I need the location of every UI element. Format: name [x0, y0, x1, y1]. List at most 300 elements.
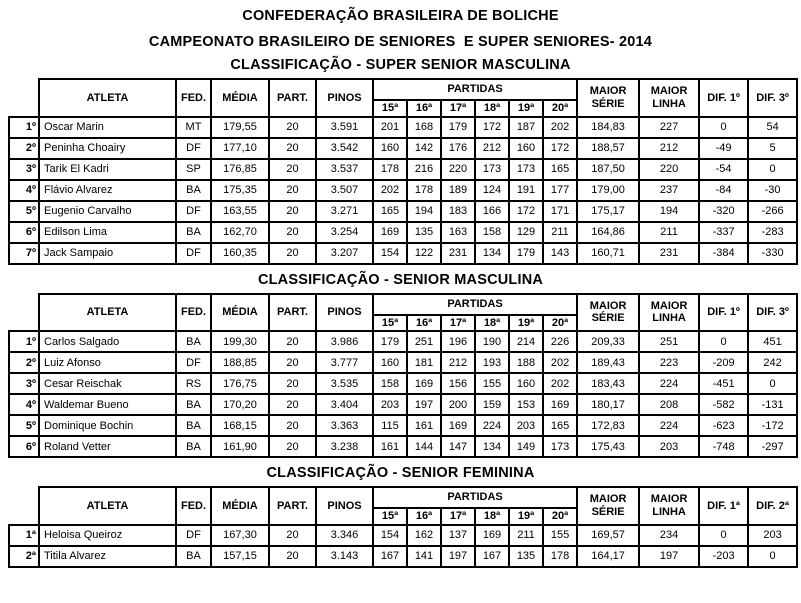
game-15-cell: 179 [373, 331, 407, 352]
dif-first-cell: -209 [699, 352, 748, 373]
game-16-cell: 169 [407, 373, 441, 394]
federation-cell: BA [176, 415, 211, 436]
table-row [9, 352, 797, 373]
average-cell: 170,20 [211, 394, 269, 415]
game-17-cell: 183 [441, 201, 475, 222]
game-19-cell: 153 [509, 394, 543, 415]
game-15-cell: 154 [373, 525, 407, 546]
game-18-cell: 124 [475, 180, 509, 201]
dif-first-cell: -337 [699, 222, 748, 243]
best-series-cell: 188,57 [577, 138, 639, 159]
athlete-name-cell: Luiz Afonso [39, 352, 176, 373]
table-row [9, 201, 797, 222]
game-17-cell: 200 [441, 394, 475, 415]
rank-cell: 5º [9, 415, 39, 436]
game-18-cell: 173 [475, 159, 509, 180]
col-header-game-15: 15ª [373, 315, 407, 332]
col-header-part: PART. [269, 487, 316, 525]
participations-cell: 20 [269, 373, 316, 394]
col-header-atleta: ATLETA [39, 294, 176, 332]
game-20-cell: 178 [543, 546, 577, 567]
rank-cell: 3º [9, 373, 39, 394]
participations-cell: 20 [269, 117, 316, 138]
game-19-cell: 135 [509, 546, 543, 567]
average-cell: 167,30 [211, 525, 269, 546]
col-header-atleta: ATLETA [39, 79, 176, 117]
game-19-cell: 149 [509, 436, 543, 457]
table-row [9, 373, 797, 394]
table-row [9, 546, 797, 567]
col-header-part: PART. [269, 79, 316, 117]
athlete-name-cell: Tarik El Kadri [39, 159, 176, 180]
dif-first-cell: 0 [699, 331, 748, 352]
game-16-cell: 135 [407, 222, 441, 243]
game-16-cell: 142 [407, 138, 441, 159]
game-19-cell: 187 [509, 117, 543, 138]
dif-first-cell: -623 [699, 415, 748, 436]
best-series-cell: 175,43 [577, 436, 639, 457]
best-line-cell: 251 [639, 331, 699, 352]
game-17-cell: 197 [441, 546, 475, 567]
dif-last-cell: 54 [748, 117, 797, 138]
org-title: CONFEDERAÇÃO BRASILEIRA DE BOLICHE [242, 8, 559, 24]
game-19-cell: 191 [509, 180, 543, 201]
col-header-game-16: 16ª [407, 100, 441, 117]
pins-cell: 3.363 [316, 415, 373, 436]
event-title: CAMPEONATO BRASILEIRO DE SENIORES E SUPER SENIORES- 2014 [148, 34, 653, 50]
game-16-cell: 194 [407, 201, 441, 222]
game-17-cell: 137 [441, 525, 475, 546]
federation-cell: BA [176, 180, 211, 201]
game-16-cell: 178 [407, 180, 441, 201]
best-line-cell: 231 [639, 243, 699, 264]
best-series-cell: 175,17 [577, 201, 639, 222]
rank-cell: 7º [9, 243, 39, 264]
game-15-cell: 161 [373, 436, 407, 457]
average-cell: 175,35 [211, 180, 269, 201]
game-18-cell: 167 [475, 546, 509, 567]
pins-cell: 3.143 [316, 546, 373, 567]
game-18-cell: 166 [475, 201, 509, 222]
col-header-game-17: 17ª [441, 315, 475, 332]
col-header-fed: FED. [176, 79, 211, 117]
game-20-cell: 226 [543, 331, 577, 352]
section-title-senior-feminina: CLASSIFICAÇÃO - SENIOR FEMININA [266, 465, 535, 482]
best-series-cell: 164,86 [577, 222, 639, 243]
participations-cell: 20 [269, 415, 316, 436]
rank-cell: 6º [9, 222, 39, 243]
game-19-cell: 129 [509, 222, 543, 243]
best-series-cell: 164,17 [577, 546, 639, 567]
federation-cell: BA [176, 394, 211, 415]
game-20-cell: 165 [543, 159, 577, 180]
athlete-name-cell: Waldemar Bueno [39, 394, 176, 415]
table-senior-feminina [8, 486, 798, 568]
best-series-cell: 183,43 [577, 373, 639, 394]
rank-cell: 1º [9, 331, 39, 352]
game-17-cell: 156 [441, 373, 475, 394]
game-17-cell: 189 [441, 180, 475, 201]
game-15-cell: 169 [373, 222, 407, 243]
game-20-cell: 172 [543, 138, 577, 159]
dif-last-cell: -266 [748, 201, 797, 222]
pins-cell: 3.207 [316, 243, 373, 264]
game-17-cell: 176 [441, 138, 475, 159]
game-17-cell: 147 [441, 436, 475, 457]
game-18-cell: 212 [475, 138, 509, 159]
game-17-cell: 212 [441, 352, 475, 373]
federation-cell: MT [176, 117, 211, 138]
athlete-name-cell: Roland Vetter [39, 436, 176, 457]
best-series-cell: 184,83 [577, 117, 639, 138]
rank-column-spacer [9, 79, 39, 117]
average-cell: 161,90 [211, 436, 269, 457]
col-header-game-20: 20ª [543, 315, 577, 332]
dif-last-cell: -172 [748, 415, 797, 436]
average-cell: 160,35 [211, 243, 269, 264]
best-line-cell: 224 [639, 415, 699, 436]
pins-cell: 3.271 [316, 201, 373, 222]
col-header-dif-3: DIF. 3º [748, 294, 797, 332]
col-header-game-17: 17ª [441, 508, 475, 525]
rank-cell: 6º [9, 436, 39, 457]
participations-cell: 20 [269, 546, 316, 567]
section-title-senior-masculina: CLASSIFICAÇÃO - SENIOR MASCULINA [257, 271, 544, 288]
game-19-cell: 214 [509, 331, 543, 352]
average-cell: 168,15 [211, 415, 269, 436]
col-header-pinos: PINOS [316, 294, 373, 332]
game-15-cell: 160 [373, 138, 407, 159]
rank-column-spacer [9, 294, 39, 332]
dif-first-cell: -49 [699, 138, 748, 159]
rank-cell: 5º [9, 201, 39, 222]
col-header-media: MÉDIA [211, 487, 269, 525]
game-20-cell: 173 [543, 436, 577, 457]
dif-last-cell: -297 [748, 436, 797, 457]
participations-cell: 20 [269, 243, 316, 264]
game-20-cell: 202 [543, 373, 577, 394]
table-row [9, 415, 797, 436]
game-18-cell: 158 [475, 222, 509, 243]
col-header-game-20: 20ª [543, 508, 577, 525]
best-series-cell: 180,17 [577, 394, 639, 415]
col-header-game-19: 19ª [509, 508, 543, 525]
game-16-cell: 144 [407, 436, 441, 457]
dif-first-cell: 0 [699, 525, 748, 546]
game-16-cell: 141 [407, 546, 441, 567]
average-cell: 176,85 [211, 159, 269, 180]
col-header-maior-linha: MAIOR LINHA [639, 294, 699, 332]
dif-first-cell: -203 [699, 546, 748, 567]
game-16-cell: 216 [407, 159, 441, 180]
col-header-maior-linha: MAIOR LINHA [639, 79, 699, 117]
col-header-part: PART. [269, 294, 316, 332]
athlete-name-cell: Cesar Reischak [39, 373, 176, 394]
federation-cell: BA [176, 331, 211, 352]
section-title-super-senior-masculina: CLASSIFICAÇÃO - SUPER SENIOR MASCULINA [230, 57, 571, 73]
table-row [9, 138, 797, 159]
game-20-cell: 177 [543, 180, 577, 201]
col-header-game-19: 19ª [509, 315, 543, 332]
game-16-cell: 168 [407, 117, 441, 138]
game-15-cell: 202 [373, 180, 407, 201]
participations-cell: 20 [269, 201, 316, 222]
dif-last-cell: 0 [748, 373, 797, 394]
pins-cell: 3.986 [316, 331, 373, 352]
col-header-partidas: PARTIDAS [373, 487, 577, 508]
best-line-cell: 224 [639, 373, 699, 394]
average-cell: 157,15 [211, 546, 269, 567]
best-line-cell: 237 [639, 180, 699, 201]
dif-first-cell: -582 [699, 394, 748, 415]
federation-cell: RS [176, 373, 211, 394]
game-20-cell: 171 [543, 201, 577, 222]
federation-cell: BA [176, 436, 211, 457]
average-cell: 176,75 [211, 373, 269, 394]
participations-cell: 20 [269, 222, 316, 243]
participations-cell: 20 [269, 159, 316, 180]
dif-last-cell: -283 [748, 222, 797, 243]
athlete-name-cell: Peninha Choairy [39, 138, 176, 159]
pins-cell: 3.591 [316, 117, 373, 138]
game-18-cell: 159 [475, 394, 509, 415]
dif-last-cell: 451 [748, 331, 797, 352]
game-18-cell: 224 [475, 415, 509, 436]
dif-first-cell: -84 [699, 180, 748, 201]
col-header-dif-1: DIF. 1º [699, 294, 748, 332]
best-line-cell: 234 [639, 525, 699, 546]
best-series-cell: 187,50 [577, 159, 639, 180]
col-header-game-15: 15ª [373, 100, 407, 117]
col-header-fed: FED. [176, 487, 211, 525]
rank-cell: 2ª [9, 546, 39, 567]
best-line-cell: 194 [639, 201, 699, 222]
col-header-game-18: 18ª [475, 315, 509, 332]
participations-cell: 20 [269, 331, 316, 352]
col-header-maior-serie: MAIOR SÉRIE [577, 79, 639, 117]
federation-cell: DF [176, 201, 211, 222]
col-header-maior-serie: MAIOR SÉRIE [577, 294, 639, 332]
federation-cell: BA [176, 546, 211, 567]
game-15-cell: 115 [373, 415, 407, 436]
col-header-partidas: PARTIDAS [373, 294, 577, 315]
participations-cell: 20 [269, 138, 316, 159]
col-header-game-18: 18ª [475, 508, 509, 525]
federation-cell: SP [176, 159, 211, 180]
participations-cell: 20 [269, 352, 316, 373]
game-20-cell: 202 [543, 117, 577, 138]
dif-last-cell: -131 [748, 394, 797, 415]
game-15-cell: 165 [373, 201, 407, 222]
best-series-cell: 189,43 [577, 352, 639, 373]
athlete-name-cell: Dominique Bochin [39, 415, 176, 436]
col-header-game-18: 18ª [475, 100, 509, 117]
col-header-dif-1: DIF. 1ª [699, 487, 748, 525]
game-16-cell: 181 [407, 352, 441, 373]
dif-first-cell: -748 [699, 436, 748, 457]
col-header-partidas: PARTIDAS [373, 79, 577, 100]
col-header-maior-serie: MAIOR SÉRIE [577, 487, 639, 525]
table-super-senior-masculina [8, 78, 798, 265]
pins-cell: 3.507 [316, 180, 373, 201]
athlete-name-cell: Jack Sampaio [39, 243, 176, 264]
athlete-name-cell: Heloisa Queiroz [39, 525, 176, 546]
game-17-cell: 179 [441, 117, 475, 138]
col-header-media: MÉDIA [211, 294, 269, 332]
federation-cell: BA [176, 222, 211, 243]
game-16-cell: 251 [407, 331, 441, 352]
table-senior-masculina [8, 293, 798, 459]
participations-cell: 20 [269, 180, 316, 201]
pins-cell: 3.537 [316, 159, 373, 180]
game-19-cell: 188 [509, 352, 543, 373]
game-15-cell: 154 [373, 243, 407, 264]
game-16-cell: 197 [407, 394, 441, 415]
table-row [9, 159, 797, 180]
game-20-cell: 202 [543, 352, 577, 373]
pins-cell: 3.404 [316, 394, 373, 415]
participations-cell: 20 [269, 525, 316, 546]
federation-cell: DF [176, 352, 211, 373]
rank-cell: 4º [9, 180, 39, 201]
average-cell: 179,55 [211, 117, 269, 138]
game-20-cell: 169 [543, 394, 577, 415]
best-line-cell: 208 [639, 394, 699, 415]
participations-cell: 20 [269, 436, 316, 457]
game-20-cell: 155 [543, 525, 577, 546]
table-row [9, 180, 797, 201]
col-header-atleta: ATLETA [39, 487, 176, 525]
game-15-cell: 201 [373, 117, 407, 138]
dif-last-cell: -30 [748, 180, 797, 201]
best-series-cell: 209,33 [577, 331, 639, 352]
game-15-cell: 160 [373, 352, 407, 373]
dif-first-cell: -384 [699, 243, 748, 264]
col-header-game-20: 20ª [543, 100, 577, 117]
athlete-name-cell: Carlos Salgado [39, 331, 176, 352]
athlete-name-cell: Eugenio Carvalho [39, 201, 176, 222]
athlete-name-cell: Edilson Lima [39, 222, 176, 243]
best-line-cell: 223 [639, 352, 699, 373]
dif-last-cell: 203 [748, 525, 797, 546]
athlete-name-cell: Oscar Marin [39, 117, 176, 138]
game-16-cell: 122 [407, 243, 441, 264]
best-line-cell: 197 [639, 546, 699, 567]
col-header-maior-linha: MAIOR LINHA [639, 487, 699, 525]
pins-cell: 3.254 [316, 222, 373, 243]
game-15-cell: 203 [373, 394, 407, 415]
rank-column-spacer [9, 487, 39, 525]
game-19-cell: 172 [509, 201, 543, 222]
best-series-cell: 172,83 [577, 415, 639, 436]
game-19-cell: 211 [509, 525, 543, 546]
dif-first-cell: 0 [699, 117, 748, 138]
rank-cell: 3º [9, 159, 39, 180]
col-header-game-16: 16ª [407, 315, 441, 332]
average-cell: 162,70 [211, 222, 269, 243]
table-row [9, 243, 797, 264]
rank-cell: 2º [9, 352, 39, 373]
participations-cell: 20 [269, 394, 316, 415]
pins-cell: 3.535 [316, 373, 373, 394]
dif-first-cell: -54 [699, 159, 748, 180]
athlete-name-cell: Titila Alvarez [39, 546, 176, 567]
col-header-dif-2: DIF. 2ª [748, 487, 797, 525]
dif-first-cell: -451 [699, 373, 748, 394]
federation-cell: DF [176, 525, 211, 546]
federation-cell: DF [176, 243, 211, 264]
rank-cell: 1ª [9, 525, 39, 546]
game-19-cell: 173 [509, 159, 543, 180]
game-15-cell: 158 [373, 373, 407, 394]
average-cell: 199,30 [211, 331, 269, 352]
game-16-cell: 162 [407, 525, 441, 546]
col-header-media: MÉDIA [211, 79, 269, 117]
dif-last-cell: -330 [748, 243, 797, 264]
pins-cell: 3.777 [316, 352, 373, 373]
game-16-cell: 161 [407, 415, 441, 436]
game-18-cell: 193 [475, 352, 509, 373]
game-18-cell: 134 [475, 243, 509, 264]
col-header-dif-1: DIF. 1º [699, 79, 748, 117]
col-header-game-16: 16ª [407, 508, 441, 525]
col-header-pinos: PINOS [316, 79, 373, 117]
best-series-cell: 160,71 [577, 243, 639, 264]
game-19-cell: 179 [509, 243, 543, 264]
game-17-cell: 231 [441, 243, 475, 264]
game-17-cell: 169 [441, 415, 475, 436]
table-row [9, 525, 797, 546]
col-header-game-19: 19ª [509, 100, 543, 117]
col-header-fed: FED. [176, 294, 211, 332]
game-20-cell: 165 [543, 415, 577, 436]
col-header-game-17: 17ª [441, 100, 475, 117]
table-row [9, 436, 797, 457]
dif-last-cell: 5 [748, 138, 797, 159]
game-19-cell: 160 [509, 373, 543, 394]
game-20-cell: 211 [543, 222, 577, 243]
game-18-cell: 190 [475, 331, 509, 352]
average-cell: 188,85 [211, 352, 269, 373]
game-15-cell: 178 [373, 159, 407, 180]
game-18-cell: 155 [475, 373, 509, 394]
game-18-cell: 134 [475, 436, 509, 457]
col-header-game-15: 15ª [373, 508, 407, 525]
athlete-name-cell: Flávio Alvarez [39, 180, 176, 201]
best-line-cell: 203 [639, 436, 699, 457]
federation-cell: DF [176, 138, 211, 159]
best-line-cell: 211 [639, 222, 699, 243]
pins-cell: 3.238 [316, 436, 373, 457]
game-17-cell: 163 [441, 222, 475, 243]
rank-cell: 2º [9, 138, 39, 159]
table-row [9, 117, 797, 138]
col-header-dif-3: DIF. 3º [748, 79, 797, 117]
best-line-cell: 220 [639, 159, 699, 180]
table-row [9, 331, 797, 352]
best-line-cell: 212 [639, 138, 699, 159]
game-19-cell: 203 [509, 415, 543, 436]
average-cell: 177,10 [211, 138, 269, 159]
dif-last-cell: 0 [748, 159, 797, 180]
average-cell: 163,55 [211, 201, 269, 222]
table-row [9, 394, 797, 415]
game-19-cell: 160 [509, 138, 543, 159]
best-series-cell: 179,00 [577, 180, 639, 201]
game-17-cell: 220 [441, 159, 475, 180]
rank-cell: 4º [9, 394, 39, 415]
game-15-cell: 167 [373, 546, 407, 567]
